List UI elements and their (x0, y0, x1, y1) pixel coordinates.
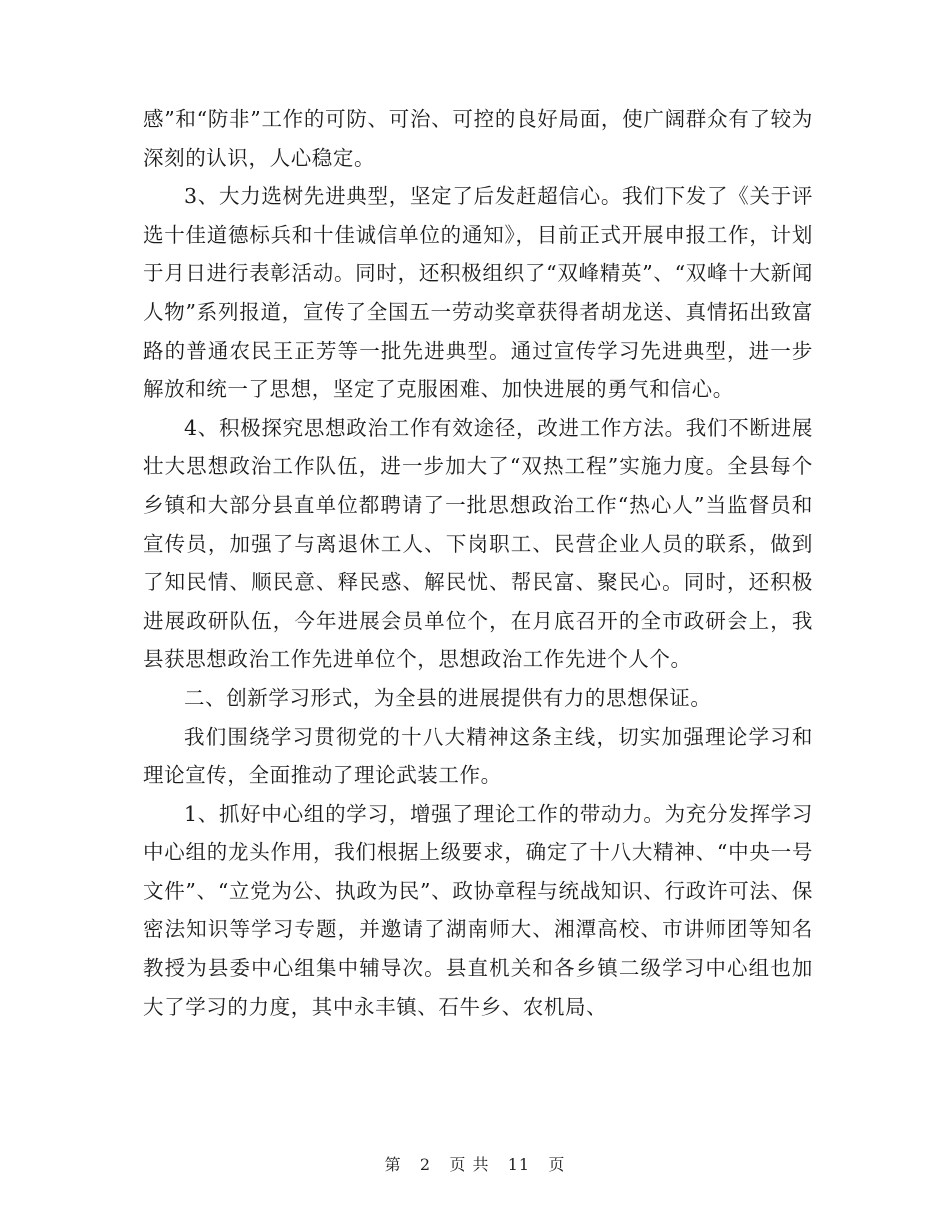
paragraph: 4、积极探究思想政治工作有效途径，改进工作方法。我们不断进展壮大思想政治工作队伍，进一步加大了“双热工程”实施力度。全县每个乡镇和大部分县直单位都聘请了一批思想政治工作“热心人”当监督员和宣传员，加强了与离退休工人、下岗职工、民营企业人员的联系，做到了知民情、顺民意、释民惑、解民忧、帮民富、聚民心。同时，还积极进展政研队伍，今年进展会员单位个，在月底召开的全市政研会上，我县获思想政治工作先进单位个，思想政治工作先进个人个。 (143, 415, 813, 672)
section-heading: 二、创新学习形式，为全县的进展提供有力的思想保证。 (184, 685, 712, 710)
page-number: 2 (419, 1155, 432, 1174)
page-total: 11 (507, 1155, 531, 1174)
page-footer (0, 1152, 950, 1175)
footer-middle: 页 共 (449, 1155, 490, 1174)
footer-prefix: 第 (384, 1155, 402, 1174)
document-body (143, 100, 813, 1026)
paragraph: 3、大力选树先进典型，坚定了后发赶超信心。我们下发了《关于评选十佳道德标兵和十佳诚信单位的通知》，目前正式开展申报工作，计划于月日进行表彰活动。同时，还积极组织了“双峰精英”、“双峰十大新闻人物”系列报道，宣传了全国五一劳动奖章获得者胡龙送、真情拓出致富路的普通农民王正芳等一批先进典型。通过宣传学习先进典型，进一步解放和统一了思想，坚定了克服困难、加快进展的勇气和信心。 (143, 184, 813, 402)
paragraph: 1、抓好中心组的学习，增强了理论工作的带动力。为充分发挥学习中心组的龙头作用，我们根据上级要求，确定了十八大精神、“中央一号文件”、“立党为公、执政为民”、政协章程与统战知识、行政许可法、保密法知识等学习专题，并邀请了湖南师大、湘潭高校、市讲师团等知名教授为县委中心组集中辅导次。县直机关和各乡镇二级学习中心组也加大了学习的力度，其中永丰镇、石牛乡、农机局、 (143, 801, 813, 1019)
paragraph: 感”和“防非”工作的可防、可治、可控的良好局面，使广阔群众有了较为深刻的认识，人心稳定。 (143, 107, 813, 170)
footer-suffix: 页 (548, 1155, 566, 1174)
paragraph: 我们围绕学习贯彻党的十八大精神这条主线，切实加强理论学习和理论宣传，全面推动了理论武装工作。 (143, 724, 813, 788)
